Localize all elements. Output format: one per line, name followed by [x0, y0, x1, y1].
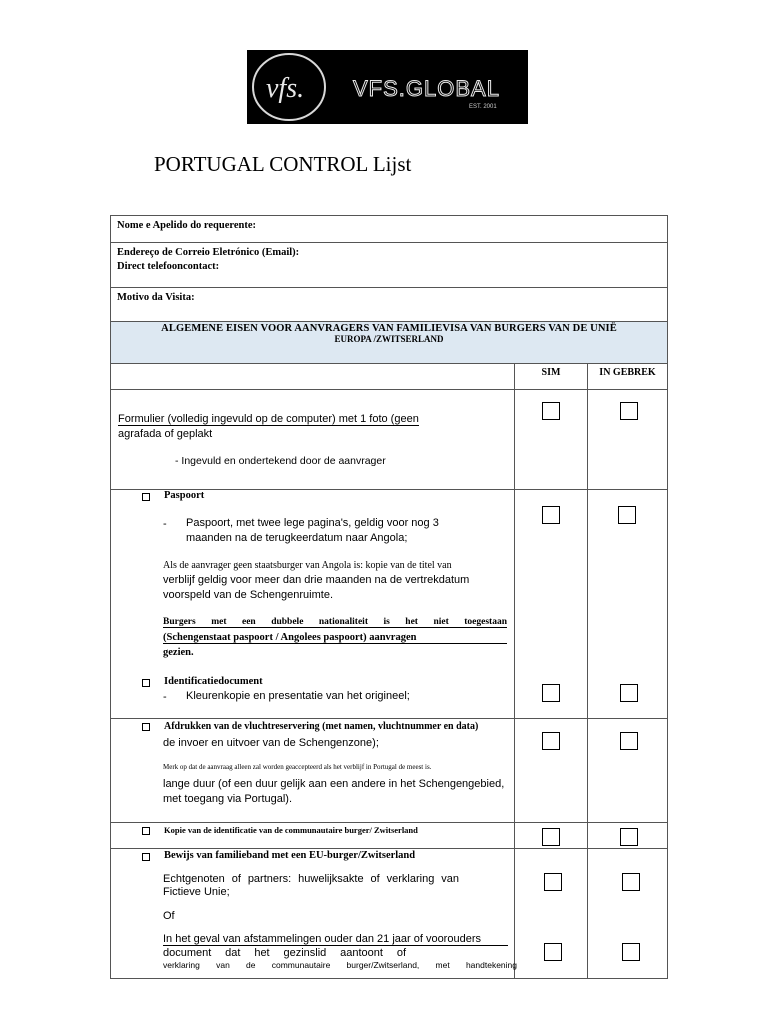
copy-id-requirement-cell — [111, 823, 515, 849]
flight-small-note: Merk op dat de aanvraag alleen zal worden geaccepteerd als het verblijf in Portugal de meest is. — [163, 763, 432, 771]
page-title: PORTUGAL CONTROL Lijst — [154, 152, 412, 176]
visit-motive-field[interactable] — [111, 288, 668, 322]
in-gebrek-label: IN GEBREK — [599, 367, 656, 378]
column-header-blank — [111, 364, 515, 390]
email-label: Endereço de Correio Eletrónico (Email): — [117, 247, 300, 258]
section-title-line1: ALGEMENE EISEN VOOR AANVRAGERS VAN FAMILIEVISA VAN BURGERS VAN DE UNIË — [161, 323, 617, 334]
flight-sim-cell — [515, 719, 588, 823]
vfs-global-logo — [247, 50, 528, 124]
passport-warn2: (Schengenstaat paspoort / Angolees paspoort) aanvragen — [163, 632, 507, 644]
flight-line2: lange duur (of een duur gelijk aan een andere in het Schengengebied, — [163, 778, 505, 790]
passport-heading: Paspoort — [164, 490, 205, 501]
copy-id-sim-checkbox[interactable] — [542, 828, 560, 846]
flight-line1: de invoer en uitvoer van de Schengenzone); — [163, 737, 379, 749]
passport-sim-cell — [515, 490, 588, 719]
flight-sim-checkbox[interactable] — [542, 732, 560, 750]
id-dash: - — [163, 691, 167, 703]
family-in-gebrek-checkbox-1[interactable] — [622, 873, 640, 891]
flight-bullet-icon — [142, 723, 150, 731]
form-sim-checkbox[interactable] — [542, 402, 560, 420]
id-in-gebrek-checkbox[interactable] — [620, 684, 638, 702]
vfs-logo-graphic — [247, 50, 528, 124]
passport-line1: Paspoort, met twee lege pagina's, geldig voor nog 3 — [186, 517, 439, 529]
passport-warn1: Burgers met een dubbele nationaliteit is het niet toegestaan — [163, 617, 507, 627]
id-line1: Kleurenkopie en presentatie van het origineel; — [186, 690, 410, 702]
checklist-table — [110, 215, 668, 979]
applicant-name-field[interactable] — [111, 216, 668, 243]
form-line2: agrafada of geplakt — [118, 428, 213, 440]
section-header — [111, 322, 668, 364]
section-title-line2: EUROPA /ZWITSERLAND — [334, 334, 444, 344]
motive-label: Motivo da Visita: — [117, 292, 195, 303]
passport-sim-checkbox[interactable] — [542, 506, 560, 524]
column-header-in-gebrek — [588, 364, 668, 390]
family-line2: Fictieve Unie; — [163, 886, 230, 898]
sim-label: SIM — [541, 367, 561, 378]
passport-note3: voorspeld van de Schengenruimte. — [163, 589, 333, 601]
table-row — [111, 849, 668, 979]
flight-in-gebrek-cell — [588, 719, 668, 823]
name-label: Nome e Apelido do requerente: — [117, 220, 257, 231]
passport-note2: verblijf geldig voor meer dan drie maanden na de vertrekdatum — [163, 574, 470, 586]
passport-requirement-cell — [111, 490, 515, 719]
form-requirement-cell — [111, 390, 515, 490]
passport-warn3: gezien. — [163, 647, 194, 658]
form-sim-cell — [515, 390, 588, 490]
family-in-gebrek-checkbox-2[interactable] — [622, 943, 640, 961]
table-row — [111, 719, 668, 823]
family-line4: document dat het gezinslid aantoont of — [163, 947, 406, 959]
logo-mark-text: vfs. — [266, 73, 305, 104]
form-in-gebrek-checkbox[interactable] — [620, 402, 638, 420]
family-sim-checkbox-2[interactable] — [544, 943, 562, 961]
copy-id-sim-cell — [515, 823, 588, 849]
flight-requirement-cell — [111, 719, 515, 823]
family-line3: In het geval van afstammelingen ouder dan 21 jaar of voorouders — [163, 933, 508, 946]
family-heading: Bewijs van familieband met een EU-burger/Zwitserland — [164, 850, 416, 861]
passport-note1: Als de aanvrager geen staatsburger van Angola is: kopie van de titel van — [163, 560, 452, 571]
family-line1: Echtgenoten of partners: huwelijksakte of verklaring van — [163, 873, 459, 885]
flight-line3: met toegang via Portugal). — [163, 793, 293, 805]
copy-id-in-gebrek-checkbox[interactable] — [620, 828, 638, 846]
passport-in-gebrek-checkbox[interactable] — [618, 506, 636, 524]
id-bullet-icon — [142, 679, 150, 687]
table-row — [111, 823, 668, 849]
family-sim-cell — [515, 849, 588, 979]
logo-tag-text: EST. 2001 — [469, 104, 497, 110]
family-requirement-cell — [111, 849, 515, 979]
family-bullet-icon — [142, 853, 150, 861]
copy-id-heading: Kopie van de identificatie van de communautaire burger/ Zwitserland — [164, 825, 418, 835]
id-heading: Identificatiedocument — [164, 676, 263, 687]
column-header-sim — [515, 364, 588, 390]
table-row — [111, 490, 668, 719]
contact-field[interactable] — [111, 243, 668, 288]
copy-id-in-gebrek-cell — [588, 823, 668, 849]
passport-line2: maanden na de terugkeerdatum naar Angola; — [186, 532, 408, 544]
phone-label: Direct telefooncontact: — [117, 261, 220, 272]
passport-bullet-icon — [142, 493, 150, 501]
passport-in-gebrek-cell — [588, 490, 668, 719]
copy-id-bullet-icon — [142, 827, 150, 835]
form-in-gebrek-cell — [588, 390, 668, 490]
form-line1: Formulier (volledig ingevuld op de computer) met 1 foto (geen — [118, 413, 419, 425]
flight-in-gebrek-checkbox[interactable] — [620, 732, 638, 750]
logo-brand-text: VFS.GLOBAL — [353, 76, 500, 101]
family-sim-checkbox-1[interactable] — [544, 873, 562, 891]
family-of: Of — [163, 910, 175, 922]
table-row — [111, 390, 668, 490]
id-sim-checkbox[interactable] — [542, 684, 560, 702]
form-sub: - Ingevuld en ondertekend door de aanvrager — [175, 455, 386, 467]
family-in-gebrek-cell — [588, 849, 668, 979]
passport-dash: - — [163, 518, 167, 530]
flight-heading: Afdrukken van de vluchtreservering (met namen, vluchtnummer en data) — [164, 721, 479, 732]
family-line5: verklaring van de communautaire burger/Zwitserland, met handtekening — [163, 960, 517, 970]
